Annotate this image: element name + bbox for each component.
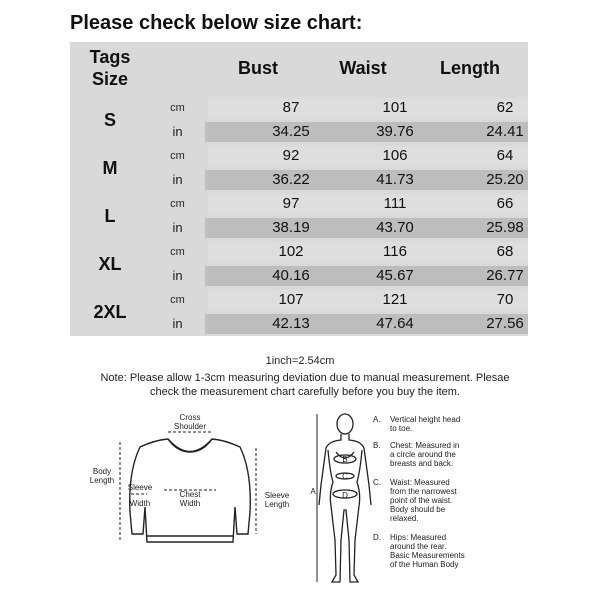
legend-c-line-3: point of the waist.	[390, 496, 453, 505]
size-label-s: S	[103, 110, 116, 130]
bust-value: 42.13	[272, 315, 310, 332]
table-row	[150, 194, 528, 214]
waist-value: 116	[383, 243, 407, 260]
body-letter-b: B	[342, 455, 348, 464]
bust-value: 92	[282, 147, 300, 164]
table-row	[150, 98, 528, 118]
note-line-2: check the measurement chart carefully before you buy the item.	[150, 386, 460, 398]
size-label-l: L	[104, 206, 116, 226]
bust-value: 87	[282, 99, 300, 116]
bust-value: 36.22	[272, 171, 310, 188]
body-length-label-2: Length	[89, 476, 115, 485]
waist-value: 121	[382, 291, 408, 308]
unit-label: cm	[150, 242, 205, 262]
unit-label: cm	[150, 290, 205, 310]
length-value: 24.41	[486, 123, 524, 140]
chest-width-label-2: Width	[179, 499, 201, 508]
legend-a-line-1: Vertical height head	[390, 415, 461, 424]
table-row	[150, 314, 528, 334]
length-value: 25.98	[486, 219, 524, 236]
table-row	[150, 122, 528, 142]
table-row	[150, 290, 528, 310]
size-table	[70, 42, 528, 336]
sleeve-width-label-2: Width	[129, 499, 151, 508]
legend-d-line-2: around the rear.	[390, 542, 447, 551]
bust-value: 34.25	[272, 123, 310, 140]
sleeve-length-label-2: Length	[264, 500, 290, 509]
unit-label: cm	[150, 194, 205, 214]
header-bust: Bust	[238, 58, 278, 78]
bust-value: 38.19	[272, 219, 310, 236]
waist-value: 45.67	[376, 267, 414, 284]
chest-width-label-1: Chest	[179, 490, 201, 499]
cross-shoulder-label-1: Cross	[179, 413, 201, 422]
waist-value: 43.70	[376, 219, 414, 236]
unit-label: in	[150, 122, 205, 142]
unit-label: cm	[150, 146, 205, 166]
note-line-1: Note: Please allow 1-3cm measuring deviation due to manual measurement. Plesae	[100, 372, 510, 384]
length-value: 25.20	[486, 171, 524, 188]
body-length-label-1: Body	[92, 467, 112, 476]
waist-value: 47.64	[376, 315, 414, 332]
table-header	[70, 42, 528, 96]
legend-b-line-1: Chest: Measured in	[390, 441, 460, 450]
legend-key-b: B.	[373, 441, 381, 450]
unit-label: in	[150, 266, 205, 286]
unit-label: in	[150, 314, 205, 334]
tags-label: Tags	[89, 47, 131, 67]
length-value: 66	[496, 195, 514, 212]
legend-key-c: C.	[373, 478, 381, 487]
length-value: 68	[496, 243, 514, 260]
table-row	[150, 146, 528, 166]
measurement-note	[70, 371, 540, 399]
table-row	[150, 218, 528, 238]
legend-c-line-1: Waist: Measured	[390, 478, 450, 487]
legend-key-a: A.	[373, 415, 381, 424]
legend-key-d: D.	[373, 533, 381, 542]
legend-c-line-4: Body should be	[390, 505, 446, 514]
waist-value: 101	[382, 99, 408, 116]
table-row	[150, 170, 528, 190]
size-label: Size	[91, 69, 129, 89]
bust-value: 40.16	[272, 267, 310, 284]
waist-value: 106	[382, 147, 408, 164]
body-letter-d: D	[342, 491, 348, 500]
legend-d-line-1: Hips: Measured	[390, 533, 447, 542]
size-label-xl: XL	[98, 254, 122, 274]
length-value: 64	[496, 147, 514, 164]
length-value: 62	[496, 99, 514, 116]
size-label-m: M	[102, 158, 118, 178]
body-letter-c: C	[342, 472, 348, 481]
legend-b-line-3: breasts and back.	[390, 459, 454, 468]
legend-a-line-2: to toe.	[390, 424, 413, 433]
bust-value: 102	[278, 243, 304, 260]
length-value: 27.56	[486, 315, 524, 332]
bust-value: 97	[282, 195, 300, 212]
waist-value: 41.73	[376, 171, 414, 188]
unit-label: in	[150, 170, 205, 190]
table-row	[150, 266, 528, 286]
measurement-legend	[370, 410, 510, 575]
legend-b-line-2: a circle around the	[390, 450, 456, 459]
sleeve-length-label-1: Sleeve	[264, 491, 290, 500]
legend-d-line-4: of the Human Body	[390, 560, 459, 569]
bust-value: 107	[278, 291, 304, 308]
header-waist: Waist	[339, 58, 387, 78]
tags-size-header	[70, 46, 150, 90]
garment-measurement-diagram	[80, 412, 300, 562]
unit-label: cm	[150, 98, 205, 118]
body-measurement-diagram	[305, 410, 375, 590]
body-letter-a: A	[310, 487, 316, 496]
legend-d-line-3: Basic Measurements	[390, 551, 465, 560]
legend-c-line-2: from the narrowest	[390, 487, 457, 496]
length-value: 70	[496, 291, 514, 308]
sleeve-width-label-1: Sleeve	[127, 483, 153, 492]
waist-value: 39.76	[376, 123, 414, 140]
unit-label: in	[150, 218, 205, 238]
legend-c-line-5: relaxed.	[390, 514, 419, 523]
header-length: Length	[440, 58, 500, 78]
page-title: Please check below size chart:	[70, 12, 363, 34]
table-row	[150, 242, 528, 262]
cross-shoulder-label-2: Shoulder	[173, 422, 207, 431]
size-label-2xl: 2XL	[93, 302, 127, 322]
length-value: 26.77	[486, 267, 524, 284]
conversion-note: 1inch=2.54cm	[265, 355, 335, 367]
waist-value: 111	[383, 195, 407, 212]
